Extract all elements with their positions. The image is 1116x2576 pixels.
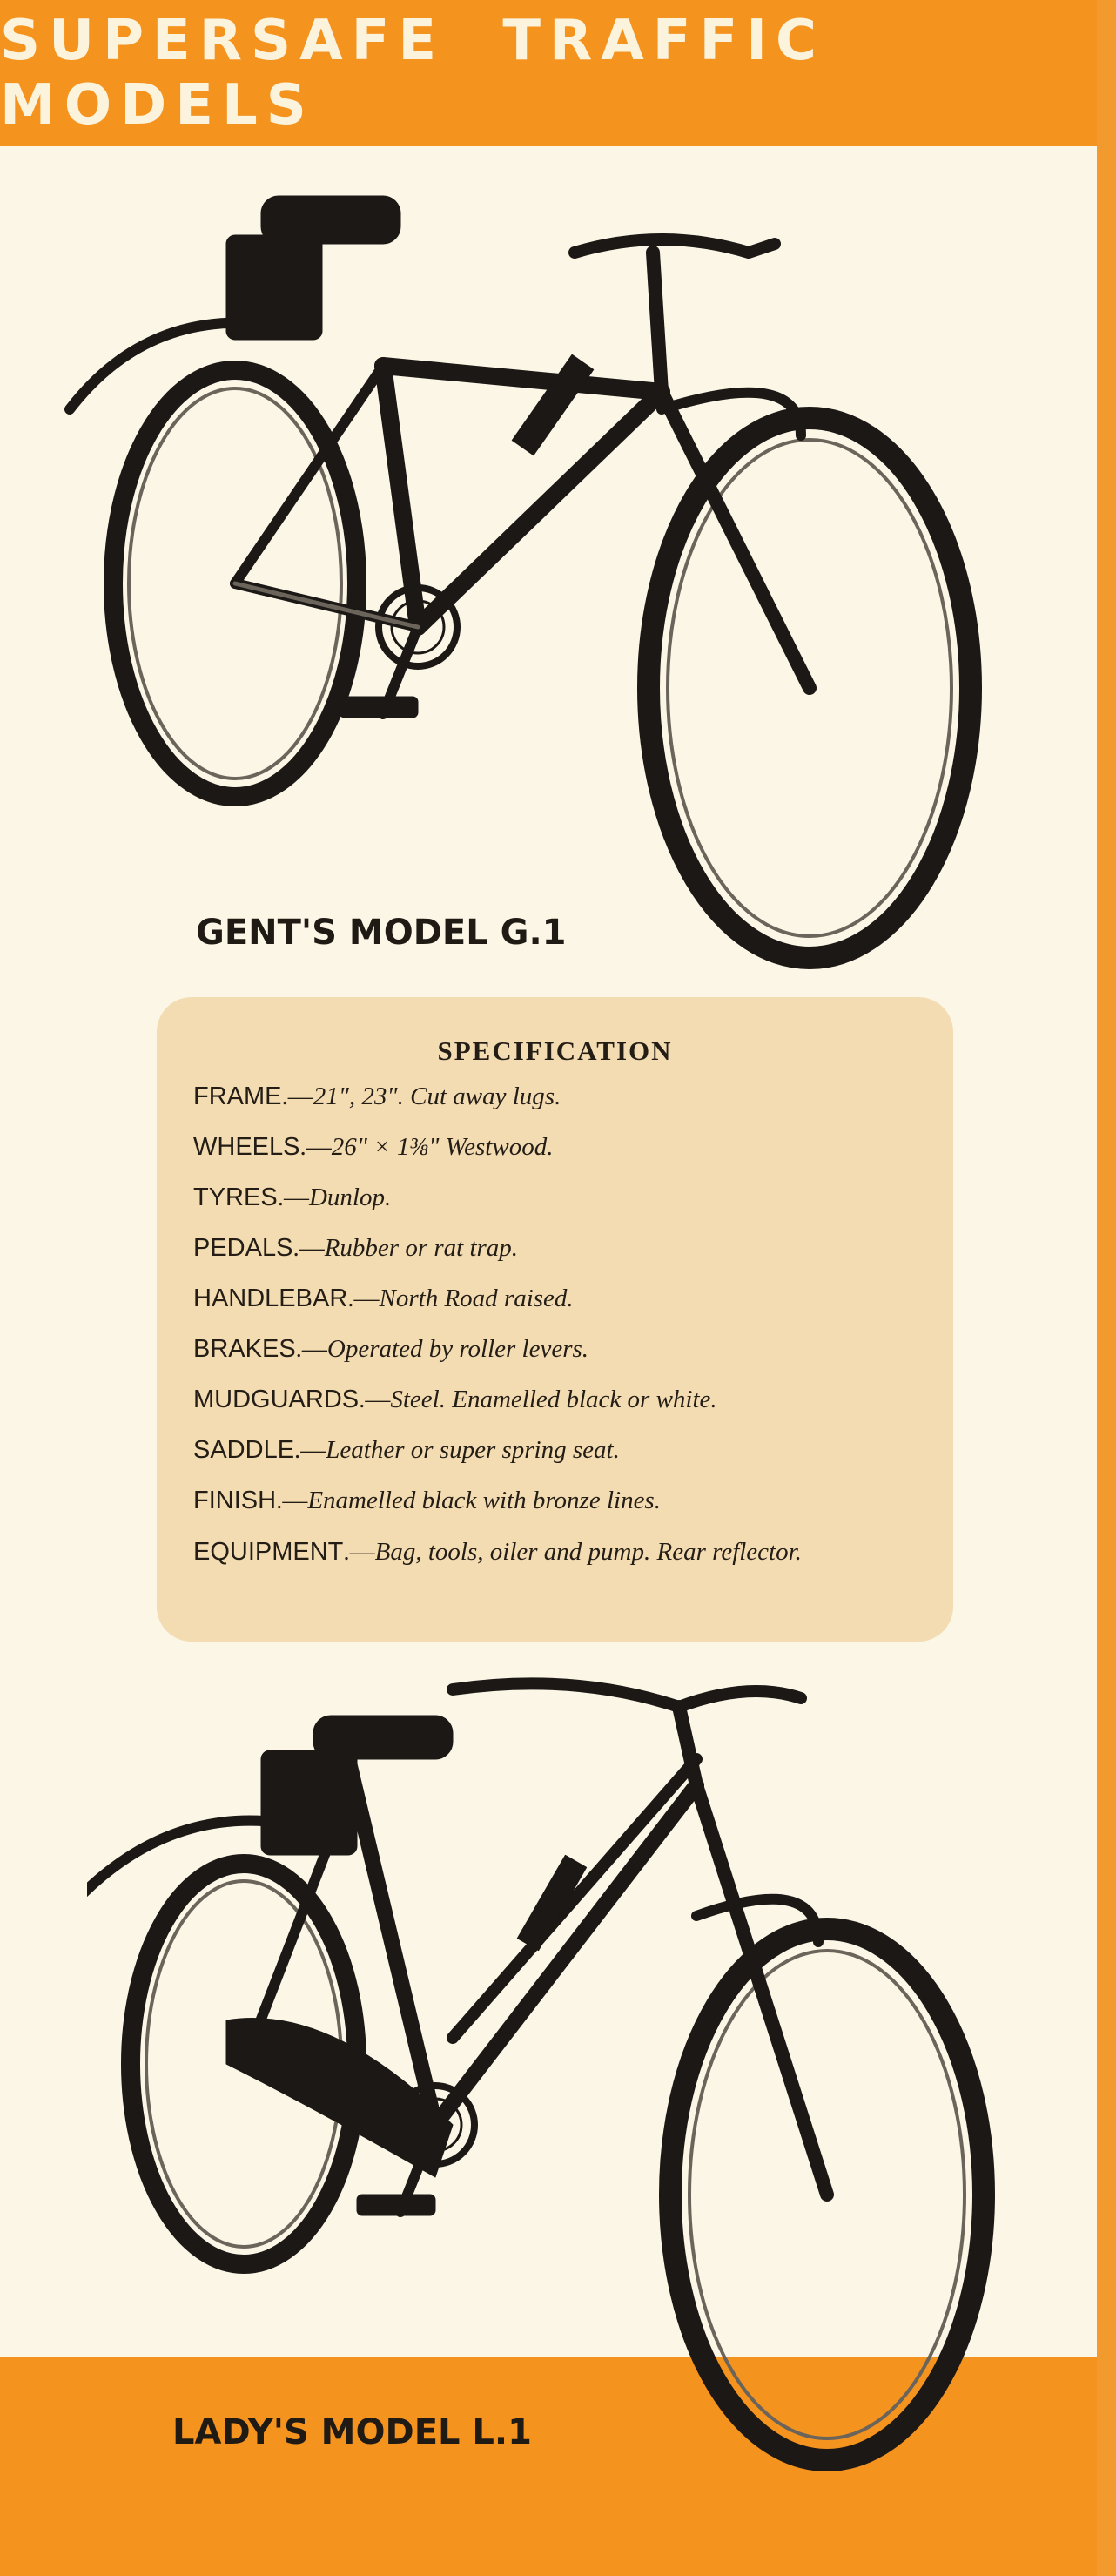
spec-tyres (193, 1183, 933, 1234)
spec-key: BRAKES (193, 1335, 296, 1363)
spec-key: SADDLE (193, 1436, 295, 1464)
gents-model-label: GENT'S MODEL G.1 (196, 913, 567, 953)
spec-key: FRAME (193, 1082, 282, 1110)
spec-value: Operated by roller levers. (326, 1335, 589, 1363)
spec-value: Dunlop. (308, 1183, 392, 1211)
spec-value: 21", 23". Cut away lugs. (313, 1082, 561, 1110)
spec-separator: .— (343, 1538, 375, 1566)
spec-value: North Road raised. (379, 1285, 574, 1312)
spec-saddle (193, 1436, 933, 1487)
spec-separator: .— (277, 1183, 309, 1211)
ladys-model-label: LADY'S MODEL L.1 (172, 2412, 532, 2452)
spec-separator: .— (292, 1234, 325, 1262)
page-edge-strip (1097, 0, 1116, 2576)
spec-separator: .— (281, 1082, 313, 1110)
spec-wheels (193, 1133, 933, 1183)
spec-value: Steel. Enamelled black or white. (390, 1386, 717, 1413)
spec-separator: .— (295, 1335, 327, 1363)
spec-handlebar (193, 1285, 933, 1335)
spec-value: Enamelled black with bronze lines. (307, 1487, 661, 1514)
spec-separator: .— (359, 1386, 391, 1413)
specification-list (193, 1082, 933, 1588)
spec-separator: .— (276, 1487, 308, 1514)
ladys-bicycle-illustration (87, 1655, 1045, 2491)
gents-bicycle-illustration (52, 148, 1027, 984)
spec-equipment (193, 1537, 933, 1588)
spec-separator: .— (299, 1133, 332, 1161)
spec-value: Bag, tools, oiler and pump. Rear reflector. (374, 1538, 802, 1566)
spec-brakes (193, 1335, 933, 1386)
specification-title: SPECIFICATION (437, 1035, 673, 1066)
spec-key: PEDALS (193, 1234, 293, 1262)
spec-key: EQUIPMENT (193, 1538, 344, 1566)
spec-key: MUDGUARDS (193, 1386, 360, 1413)
header-band (0, 0, 1097, 146)
spec-key: TYRES (193, 1183, 278, 1211)
spec-mudguards (193, 1386, 933, 1436)
spec-value: Rubber or rat trap. (324, 1234, 519, 1262)
spec-separator: .— (294, 1436, 326, 1464)
specification-box (157, 997, 953, 1642)
spec-finish (193, 1487, 933, 1537)
spec-value: 26" × 1⅜" Westwood. (331, 1133, 554, 1161)
spec-key: WHEELS (193, 1133, 300, 1161)
spec-pedals (193, 1234, 933, 1285)
spec-frame (193, 1082, 933, 1133)
spec-key: HANDLEBAR (193, 1285, 348, 1312)
page-title: SUPERSAFE TRAFFIC MODELS (0, 9, 825, 138)
spec-key: FINISH (193, 1487, 277, 1514)
spec-value: Leather or super spring seat. (326, 1436, 620, 1464)
spec-separator: .— (347, 1285, 380, 1312)
